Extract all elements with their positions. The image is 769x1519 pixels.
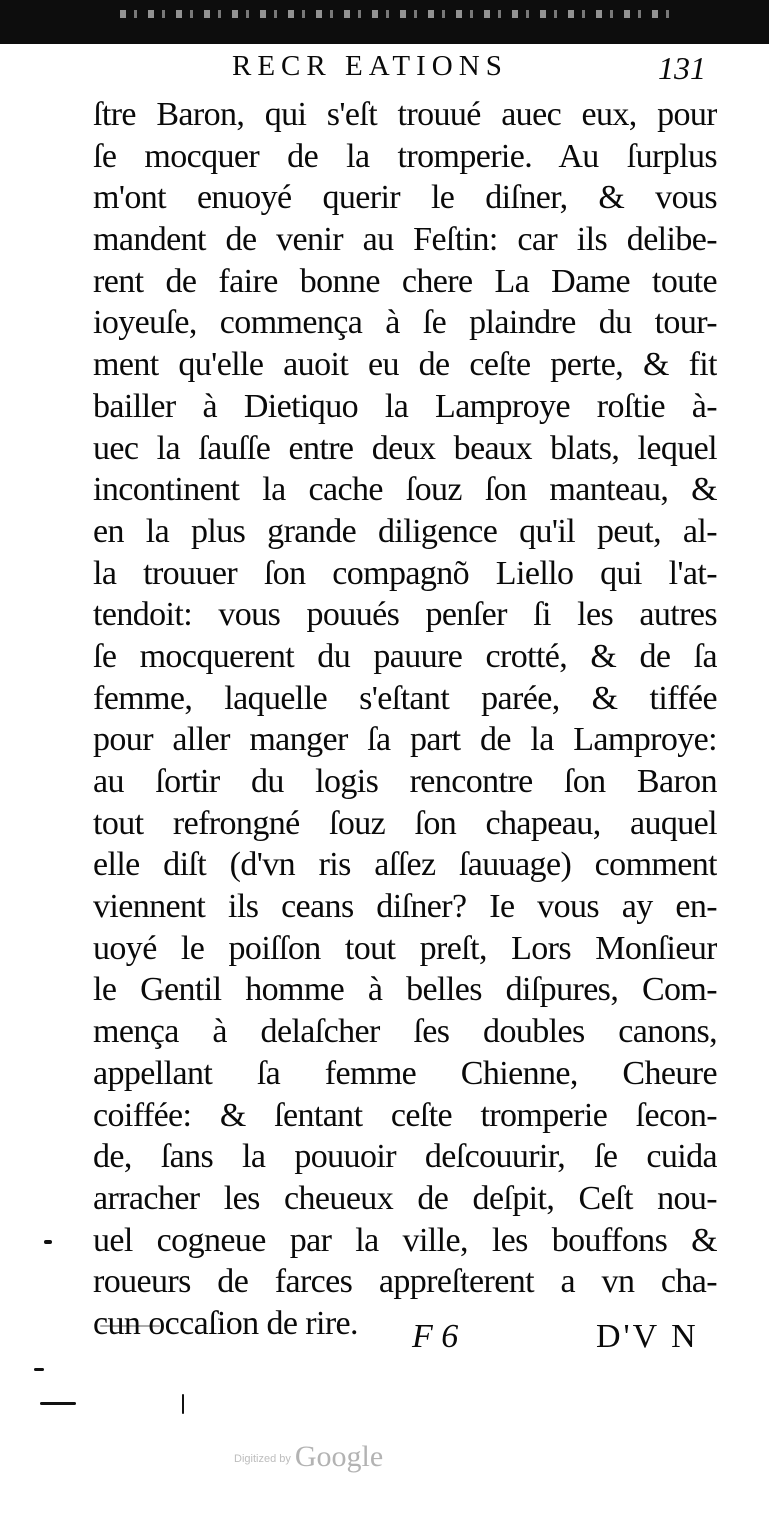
ink-speck [100, 1325, 160, 1327]
text-line: incontinent la cache ſouz ſon manteau, & [93, 471, 717, 509]
text-line: elle diſt (d'vn ris aſſez ſauuage) comment [93, 846, 717, 884]
digitized-by-google-watermark [234, 1440, 383, 1474]
text-line: uel cogneue par la ville, les bouffons & [93, 1221, 717, 1259]
text-line: uec la ſauſſe entre deux beaux blats, lequel [93, 429, 717, 467]
google-logo: Google [294, 1440, 384, 1473]
text-line: ſe mocquerent du pauure crotté, & de ſa [93, 637, 717, 675]
text-line: au ſortir du logis rencontre ſon Baron [93, 763, 717, 800]
text-line: uoyé le poiſſon tout preſt, Lors Monſieur [93, 929, 717, 967]
text-line: le Gentil homme à belles diſpures, Com- [93, 971, 717, 1009]
running-head: RECR EATIONS [232, 50, 508, 82]
text-line: mença à delaſcher ſes doubles canons, [93, 1013, 717, 1051]
text-line: coiffée: & ſentant ceſte tromperie ſecon- [93, 1096, 717, 1134]
text-line: ment qu'elle auoit eu de ceſte perte, & fit [93, 346, 717, 384]
text-line: en la plus grande diligence qu'il peut, al- [93, 512, 717, 550]
text-line: bailler à Dietiquo la Lamproye roſtie à- [93, 387, 717, 425]
scan-top-edge [0, 0, 769, 44]
ink-speck [34, 1368, 44, 1371]
ink-speck [40, 1402, 76, 1405]
text-line: mandent de venir au Feſtin: car ils delibe- [93, 221, 717, 259]
watermark-prefix: Digitized by [234, 1453, 291, 1465]
text-line: m'ont enuoyé querir le diſner, & vous [93, 179, 717, 217]
catchword: D'V N [596, 1318, 699, 1355]
text-line: ſtre Baron, qui s'eſt trouué auec eux, pour [93, 96, 717, 133]
text-line: pour aller manger ſa part de la Lamproye: [93, 721, 717, 759]
text-line: appellant ſa femme Chienne, Cheure [93, 1054, 717, 1092]
text-line: tout refrongné ſouz ſon chapeau, auquel [93, 804, 717, 842]
page-number: 131 [658, 50, 706, 86]
ink-speck [44, 1240, 52, 1244]
signature-mark: F 6 [412, 1318, 459, 1355]
text-line: ſe mocquer de la tromperie. Au ſurplus [93, 137, 717, 175]
text-line: arracher les cheueux de deſpit, Ceſt nou- [93, 1179, 717, 1217]
text-line: roueurs de farces appreſterent a vn cha- [93, 1263, 717, 1301]
text-line: rent de faire bonne chere La Dame toute [93, 262, 717, 300]
text-line: de, ſans la pouuoir deſcouurir, ſe cuida [93, 1138, 717, 1176]
ink-speck [182, 1394, 184, 1414]
text-line: tendoit: vous pouués penſer ſi les autres [93, 596, 717, 634]
page-header [0, 50, 769, 90]
text-line: ioyeuſe, commença à ſe plaindre du tour- [93, 304, 717, 342]
text-line: cun occaſion de rire. [93, 1304, 358, 1342]
body-text [93, 94, 733, 1345]
text-line: femme, laquelle s'eſtant parée, & tiffée [93, 679, 717, 717]
text-line: la trouuer ſon compagnõ Liello qui l'at- [93, 554, 717, 592]
text-line: viennent ils ceans diſner? Ie vous ay en- [93, 888, 717, 926]
